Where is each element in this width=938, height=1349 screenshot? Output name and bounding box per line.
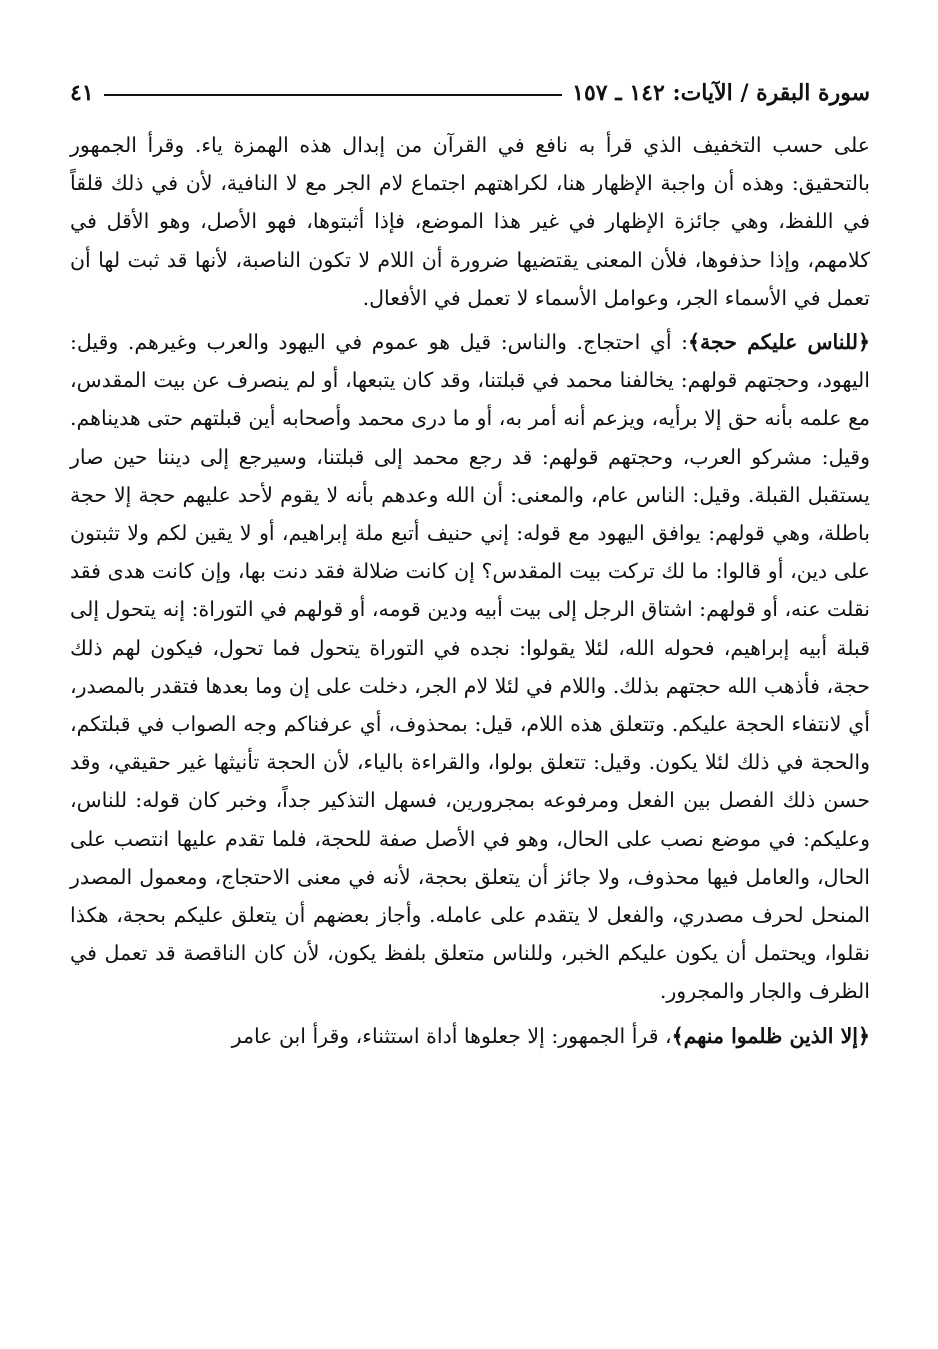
paragraph-text: : أي احتجاج. والناس: قيل هو عموم في اليهود والعرب وغيرهم. وقيل: اليهود، وحجتهم قولهم: يخالفنا محمد في قبلتنا، وقد كان يتبعها، أو لم ينصرف عن بيت المقدس، مع علمه بأنه حق إلا برأيه، ويزعم أنه أمر به، أو ما درى محمد وأصحابه أين قبلتهم حتى هديناهم. وقيل: مشركو العرب، وحجتهم قولهم: قد رجع محمد إلى قبلتنا، وسيرجع إلى ديننا حين صار يستقبل القبلة. وقيل: الناس عام، والمعنى: أن الله وعدهم بأنه لا يقوم لأحد عليهم حجة إلا حجة باطلة، وهي قولهم: يوافق اليهود مع قوله: إني حنيف أتبع ملة إبراهيم، أو لا يقين لكم ولا تثبتون على دين، أو قالوا: ما لك تركت بيت المقدس؟ إن كانت ضلالة فقد دنت بها، وإن كانت هدى فقد نقلت عنه، أو قولهم: اشتاق الرجل إلى بيت أبيه ودين قومه، أو قولهم في التوراة: إنه يتحول إلى قبلة أبيه إبراهيم، فحوله الله، لئلا يقولوا: نجده في التوراة يتحول فما تحول، فيكون لهم ذلك حجة، فأذهب الله حجتهم بذلك. واللام في لئلا لام الجر، دخلت على إن وما بعدها فتقدر بالمصدر، أي لانتفاء الحجة عليكم. وتتعلق هذه اللام، قيل: بمحذوف، أي عرفناكم وجه الصواب في قبلتكم، والحجة في ذلك لئلا يكون. وقيل: تتعلق بولوا، والقراءة بالياء، لأن الحجة تأنيثها غير حقيقي، وقد حسن ذلك الفصل بين الفعل ومرفوعه بمجرورين، فسهل التذكير جداً، وخبر كان قوله: للناس، وعليكم: في موضع نصب على الحال، وهو في الأصل صفة للحجة، فلما تقدم عليها انتصب على الحال، والعامل فيها محذوف، ولا جائز أن يتعلق بحجة، لأنه في معنى الاحتجاج، ومعمول المصدر المنحل لحرف مصدري، والفعل لا يتقدم على عامله. وأجاز بعضهم أن يتعلق عليكم بحجة، هكذا نقلوا، ويحتمل أن يكون عليكم الخبر، وللناس متعلق بلفظ يكون، لأن كان الناقصة قد تعمل في الظرف والجار والمجرور. — [70, 330, 870, 1004]
surah-title: سورة البقرة / الآيات: ١٤٢ ـ ١٥٧ — [572, 80, 870, 106]
paragraph-text: على حسب التخفيف الذي قرأ به نافع في القرآن من إبدال هذه الهمزة ياء. وقرأ الجمهور بالتحقيق: وهذه أن واجبة الإظهار هنا، لكراهتهم اجتماع لام الجر مع لا النافية، لأن في ذلك قلقاً في اللفظ، وهي جائزة الإظهار في غير هذا الموضع، فإذا أثبتوها، فهو الأصل، وهو الأقل في كلامهم، وإذا حذفوها، فلأن المعنى يقتضيها ضرورة أن اللام لا تكون الناصبة، لأنها قد ثبت لها أن تعمل في الأسماء الجر، وعوامل الأسماء لا تعمل في الأفعال. — [70, 133, 870, 310]
paragraph-1 — [70, 126, 870, 317]
book-page — [70, 70, 870, 1280]
page-body — [70, 126, 870, 1055]
paragraph-3 — [70, 1017, 870, 1055]
page-header — [70, 70, 870, 116]
paragraph-2 — [70, 323, 870, 1011]
verse-quote: ﴿إلا الذين ظلموا منهم﴾ — [671, 1023, 870, 1048]
header-rule — [104, 94, 563, 96]
verse-quote: ﴿للناس عليكم حجة﴾ — [688, 330, 870, 355]
page-number: ٤١ — [70, 80, 94, 106]
paragraph-text: ، قرأ الجمهور: إلا جعلوها أداة استثناء، وقرأ ابن عامر — [231, 1023, 672, 1048]
